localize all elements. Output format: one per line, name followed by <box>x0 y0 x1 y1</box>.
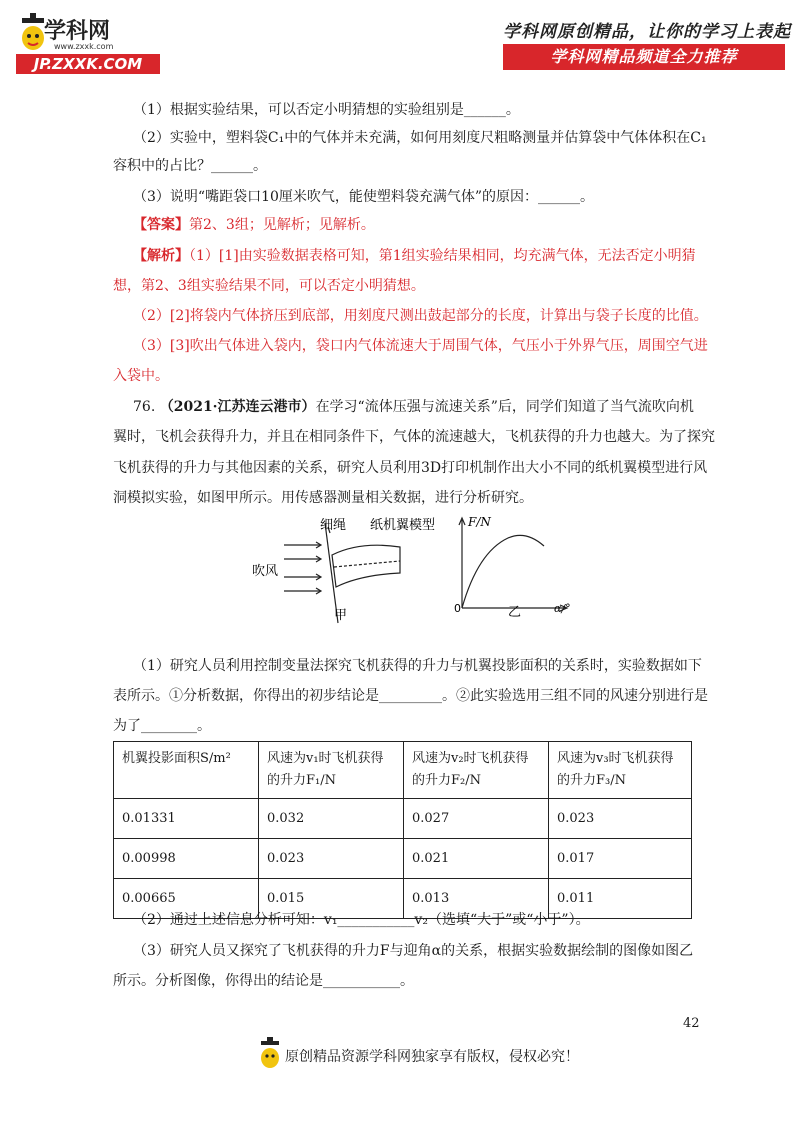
table-cell: 0.00998 <box>114 839 259 879</box>
header-slogan: 学科网原创精品，让你的学习上表起 <box>503 22 791 42</box>
table-header-row <box>114 742 692 799</box>
answer-line <box>133 215 375 235</box>
q76-source: （2021·江苏连云港市） <box>159 399 316 415</box>
table-cell: 0.027 <box>404 799 549 839</box>
logo-domain: www.zxxk.com <box>54 42 114 51</box>
wing-dashed-line <box>334 561 400 567</box>
table-cell: 0.011 <box>549 879 692 919</box>
analysis-part1-line2: 想，第2、3组实验结果不同，可以否定小明猜想。 <box>113 278 425 294</box>
analysis-part2: （2）[2]将袋内气体挤压到底部，用刻度尺测出鼓起部分的长度，计算出与袋子长度的比值。 <box>133 308 708 324</box>
q76-part1-line1: （1）研究人员利用控制变量法探究飞机获得的升力与机翼投影面积的关系时，实验数据如下 <box>133 658 702 674</box>
q76-part3-line1: （3）研究人员又探究了飞机获得的升力F与迎角α的关系，根据实验数据绘制的图像如图乙 <box>133 943 694 959</box>
model-label: 纸机翼模型 <box>370 518 436 533</box>
table-header-cell: 风速为v₂时飞机获得的升力F₂/N <box>404 742 549 799</box>
footer-copyright: 原创精品资源学科网独家享有版权，侵权必究！ <box>285 1049 579 1065</box>
lift-curve <box>462 535 544 608</box>
q75-part2-line2: 容积中的占比？______。 <box>113 158 267 174</box>
logo-url-badge: JP.ZXXK.COM <box>16 54 160 74</box>
x-axis-label: α/° <box>554 602 571 615</box>
analysis-part3-line2: 入袋中。 <box>113 368 169 384</box>
analysis-part1-line1: （1）[1]由实验数据表格可知，第1组实验结果相同，均充满气体，无法否定小明猜 <box>189 248 696 264</box>
table-header-cell: 风速为v₃时飞机获得的升力F₃/N <box>549 742 692 799</box>
table-cell: 0.017 <box>549 839 692 879</box>
table-cell: 0.01331 <box>114 799 259 839</box>
q75-part2-line1: （2）实验中，塑料袋C₁中的气体并未充满，如何用刻度尺粗略测量并估算袋中气体体积在C₁ <box>133 130 707 146</box>
table-cell: 0.015 <box>259 879 404 919</box>
figure-yi <box>448 512 588 622</box>
table-header-cell: 风速为v₁时飞机获得的升力F₁/N <box>259 742 404 799</box>
table-cell: 0.032 <box>259 799 404 839</box>
q76-intro-line1 <box>133 397 694 417</box>
q75-part3: （3）说明“嘴距袋口10厘米吹气，能使塑料袋充满气体”的原因：______。 <box>133 189 595 205</box>
q76-part3-line2: 所示。分析图像，你得出的结论是___________。 <box>113 973 414 989</box>
analysis-tag: 【解析】 <box>133 248 189 264</box>
table-row <box>114 799 692 839</box>
q76-number: 76. <box>133 399 156 415</box>
table-cell: 0.023 <box>549 799 692 839</box>
y-axis-label: F/N <box>468 515 491 529</box>
wind-label: 吹风 <box>252 564 279 579</box>
table-cell: 0.00665 <box>114 879 259 919</box>
q76-part1-line3: 为了________。 <box>113 718 211 734</box>
analysis-part3-line1: （3）[3]吹出气体进入袋内，袋口内气体流速大于周围气体，气压小于外界气压，周围空气进 <box>133 338 708 354</box>
fig-jia-label: 甲 <box>334 608 348 623</box>
data-table <box>113 741 692 919</box>
rope-label: 细绳 <box>320 518 347 533</box>
analysis-line1 <box>133 246 696 266</box>
answer-tag: 【答案】 <box>133 217 189 233</box>
wing-model <box>332 545 400 587</box>
page-number: 42 <box>683 1016 700 1031</box>
q76-intro-line4: 洞模拟实验，如图甲所示。用传感器测量相关数据，进行分析研究。 <box>113 490 533 506</box>
table-cell: 0.021 <box>404 839 549 879</box>
header-banner: 学科网精品频道全力推荐 <box>503 44 785 70</box>
table-header-cell: 机翼投影面积S/m² <box>114 742 259 799</box>
q76-part1-line2: 表所示。①分析数据，你得出的初步结论是_________。②此实验选用三组不同的风速分别进行是 <box>113 688 708 704</box>
q76-part2: （2）通过上述信息分析可知：v₁___________v₂（选填“大于”或“小于”）。 <box>133 912 590 928</box>
table-cell: 0.023 <box>259 839 404 879</box>
figure-jia <box>250 515 450 625</box>
q76-intro-line2: 翼时，飞机会获得升力，并且在相同条件下，气体的流速越大，飞机获得的升力也越大。为了探究 <box>113 429 715 445</box>
wind-arrows <box>284 542 321 594</box>
logo-name: 学科网 <box>44 19 111 44</box>
fig-yi-label: 乙 <box>508 605 522 620</box>
q76-intro-line3: 飞机获得的升力与其他因素的关系，研究人员利用3D打印机制作出大小不同的纸机翼模型进行风 <box>113 460 708 476</box>
footer-mascot-icon <box>258 1036 282 1070</box>
q76-intro-text: 在学习“流体压强与流速关系”后，同学们知道了当气流吹向机 <box>315 399 694 415</box>
q75-part1: （1）根据实验结果，可以否定小明猜想的实验组别是______。 <box>133 102 520 118</box>
table-row <box>114 839 692 879</box>
table-cell: 0.013 <box>404 879 549 919</box>
origin-label: 0 <box>454 602 461 615</box>
answer-text: 第2、3组；见解析；见解析。 <box>189 217 375 233</box>
